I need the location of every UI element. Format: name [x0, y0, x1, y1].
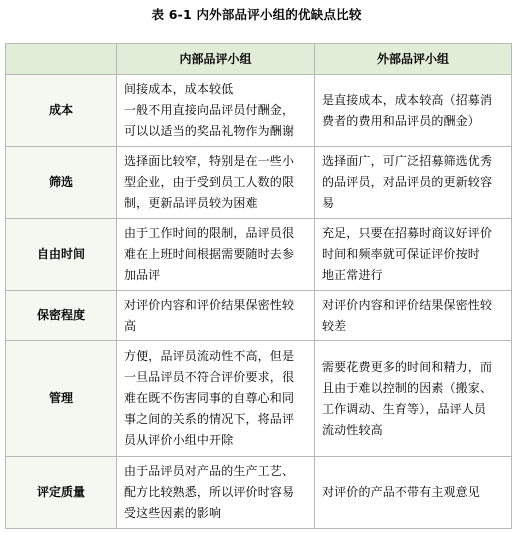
- header-corner: [6, 44, 117, 75]
- external-cell: [315, 457, 512, 529]
- cell-line: 的品评员，对品评员的更新较容: [322, 175, 493, 189]
- cell-line: 型企业，由于受到员工人数的限: [124, 175, 295, 189]
- cell-line: 可以以适当的奖品礼物作为酬谢: [124, 124, 295, 138]
- cell-line: 员从评价小组中开除: [124, 433, 234, 447]
- internal-cell: [117, 341, 315, 457]
- cell-line: 制，更新品评员较为困难: [124, 196, 258, 210]
- comparison-table: [5, 43, 512, 529]
- cell-line: 高: [124, 318, 137, 333]
- cell-line: 对评价的产品不带有主观意见: [322, 485, 480, 499]
- internal-cell: [117, 457, 315, 529]
- cell-line: 一旦品评员不符合评价要求，很: [124, 370, 295, 384]
- table-row: [6, 291, 512, 341]
- cell-line: 选择面广，可广泛招募筛选优秀: [322, 154, 493, 168]
- internal-cell: [117, 219, 315, 291]
- cell-line: 选择面比较窄，特别是在一些小: [124, 154, 295, 168]
- cell-line: 配方比较熟悉，所以评价时容易: [124, 485, 295, 499]
- header-internal: 内部品评小组: [117, 44, 315, 75]
- cell-line: 地正常进行: [322, 268, 383, 282]
- cell-line: 时间和频率就可保证评价按时: [322, 247, 480, 261]
- row-label: 评定质量: [6, 457, 117, 529]
- external-cell: [315, 291, 512, 341]
- table-row: [6, 147, 512, 219]
- header-external: 外部品评小组: [315, 44, 512, 75]
- cell-line: 是直接成本，成本较高（招募消: [322, 92, 493, 107]
- table-header-row: [6, 44, 512, 75]
- cell-line: 易: [322, 196, 335, 210]
- cell-line: 事之间的关系的情况下，将品评: [124, 412, 295, 426]
- table-row: [6, 75, 512, 147]
- row-label: 自由时间: [6, 219, 117, 291]
- internal-cell: [117, 75, 315, 147]
- cell-line: 较差: [322, 318, 347, 333]
- external-cell: [315, 147, 512, 219]
- cell-line: 且由于难以控制的因素（搬家、: [322, 380, 493, 395]
- cell-line: 由于工作时间的限制，品评员很: [124, 226, 295, 240]
- table-caption: 表 6-1 内外部品评小组的优缺点比较: [151, 7, 362, 22]
- table-row: [6, 457, 512, 529]
- cell-line: 难在既不伤害同事的自尊心和同: [124, 391, 295, 405]
- table-row: [6, 341, 512, 457]
- external-cell: [315, 341, 512, 457]
- row-label: 筛选: [6, 147, 117, 219]
- cell-line: 由于品评员对产品的生产工艺、: [124, 464, 295, 478]
- cell-line: 工作调动、生育等），品评人员: [322, 401, 487, 416]
- table-row: [6, 219, 512, 291]
- cell-line: 充足，只要在招募时商议好评价: [322, 226, 493, 240]
- cell-line: 流动性较高: [322, 422, 383, 437]
- row-label: 成本: [6, 75, 117, 147]
- cell-line: 难在上班时间根据需要随时去参: [124, 247, 295, 261]
- cell-line: 一般不用直接向品评员付酬金，: [124, 103, 295, 117]
- row-label: 保密程度: [6, 291, 117, 341]
- external-cell: [315, 219, 512, 291]
- row-label: 管理: [6, 341, 117, 457]
- cell-line: 加品评: [124, 268, 161, 282]
- cell-line: 受这些因素的影响: [124, 506, 222, 520]
- cell-line: 方便，品评员流动性不高，但是: [124, 349, 295, 363]
- internal-cell: [117, 147, 315, 219]
- internal-cell: [117, 291, 315, 341]
- cell-line: 费者的费用和品评员的酬金）: [322, 113, 480, 128]
- cell-line: 对评价内容和评价结果保密性较: [124, 297, 295, 312]
- cell-line: 对评价内容和评价结果保密性较: [322, 297, 493, 312]
- cell-line: 需要花费更多的时间和精力，而: [322, 359, 493, 374]
- external-cell: [315, 75, 512, 147]
- cell-line: 间接成本，成本较低: [124, 82, 234, 96]
